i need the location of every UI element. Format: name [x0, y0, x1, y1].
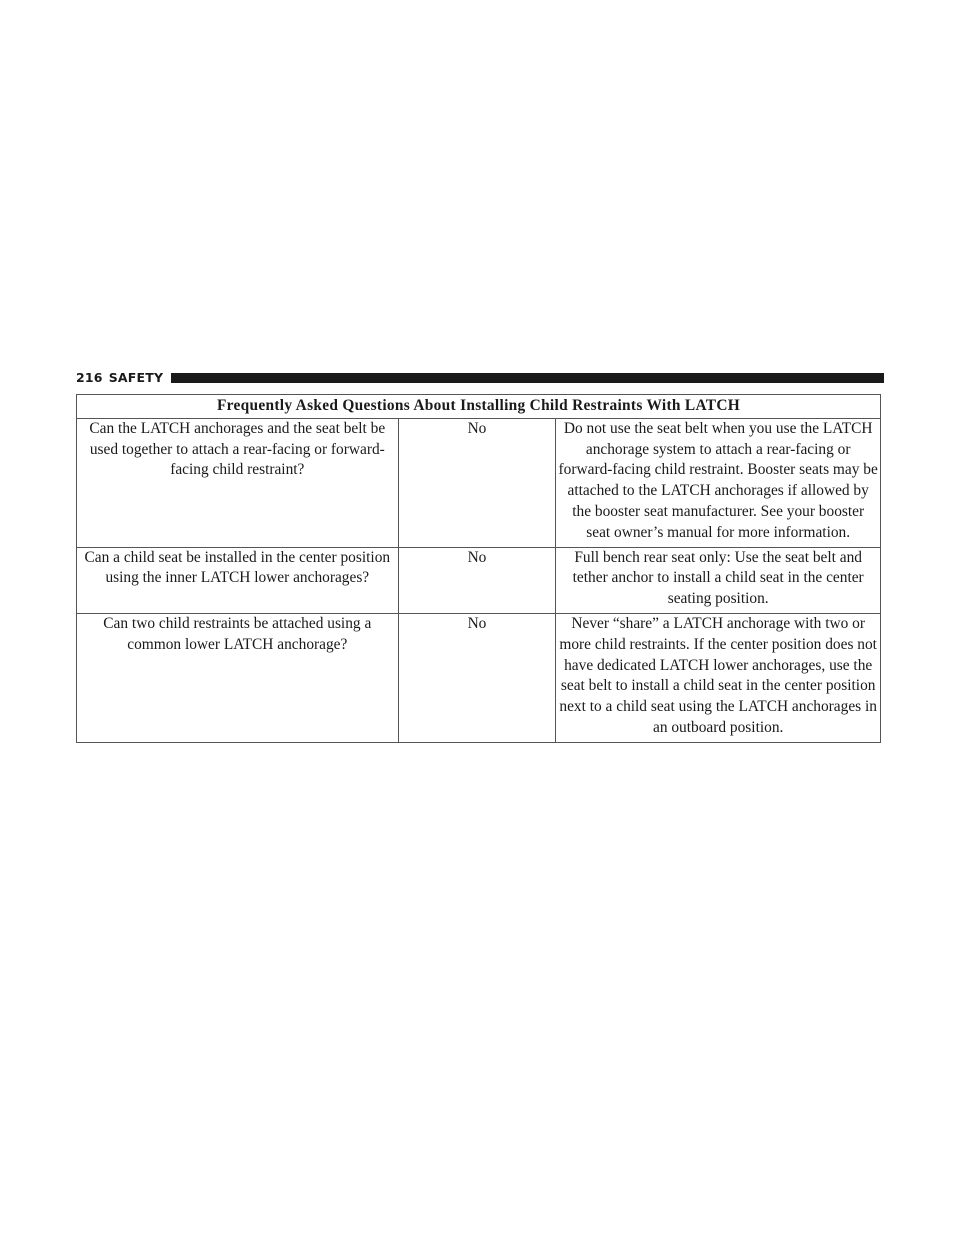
faq-table — [76, 394, 881, 743]
details-text: Never “share” a LATCH anchorage with two or more child restraints. If the center position does not have dedicated LATCH lower anchorages, use the seat belt to install a child seat in the center position next to a child seat using the LATCH anchorages in an outboard position. — [559, 614, 877, 736]
question-cell — [77, 418, 399, 547]
answer-cell — [398, 547, 556, 613]
answer-text: No — [467, 419, 487, 437]
question-cell — [77, 547, 399, 613]
table-title: Frequently Asked Questions About Installing Child Restraints With LATCH — [77, 395, 881, 419]
page-number: 216 — [76, 370, 103, 385]
section-title: SAFETY — [108, 370, 164, 385]
answer-cell — [398, 613, 556, 742]
details-cell — [556, 418, 881, 547]
question-text: Can two child restraints be attached using a common lower LATCH anchorage? — [103, 614, 372, 653]
table-header-row — [77, 395, 881, 419]
table-row — [77, 418, 881, 547]
header-rule — [171, 373, 884, 383]
details-text: Do not use the seat belt when you use the LATCH anchorage system to attach a rear-facing or forward-facing child restraint. Booster seats may be attached to the LATCH anchorages if allowed by the booster seat manufacturer. See your booster seat owner’s manual for more information. — [558, 419, 878, 541]
details-text: Full bench rear seat only: Use the seat belt and tether anchor to install a child seat in the center seating position. — [572, 548, 864, 608]
answer-text: No — [467, 548, 487, 566]
question-cell — [77, 613, 399, 742]
table-row — [77, 613, 881, 742]
table-row — [77, 547, 881, 613]
details-cell — [556, 547, 881, 613]
details-cell — [556, 613, 881, 742]
answer-text: No — [467, 614, 487, 632]
question-text: Can a child seat be installed in the center position using the inner LATCH lower anchorages? — [84, 548, 391, 587]
answer-cell — [398, 418, 556, 547]
question-text: Can the LATCH anchorages and the seat belt be used together to attach a rear-facing or forward-facing child restraint? — [89, 419, 386, 479]
page-header — [76, 370, 884, 386]
